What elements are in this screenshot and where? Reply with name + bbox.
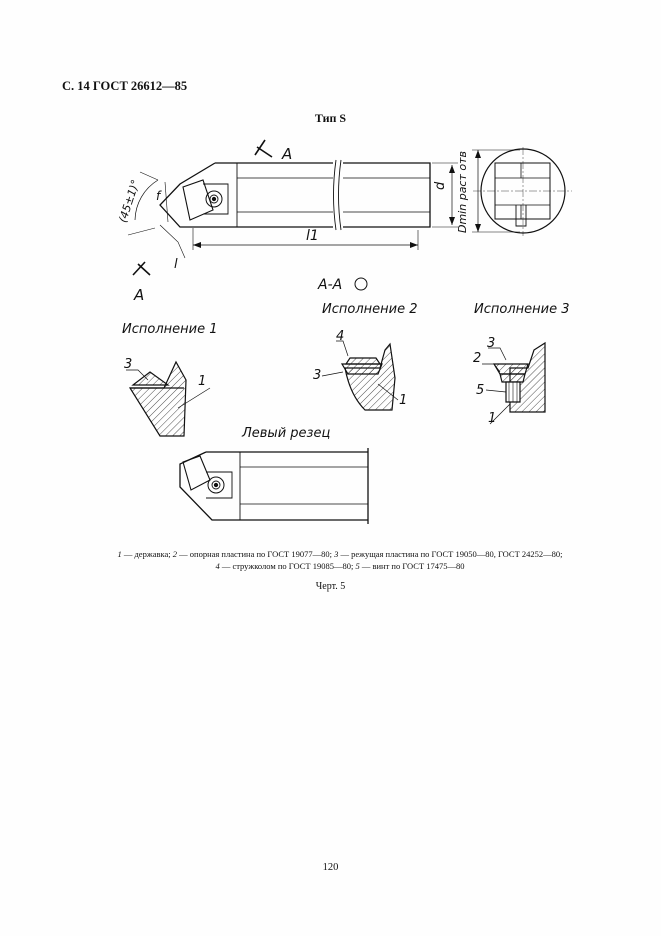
legend-text-1: — державка;	[121, 549, 173, 559]
section-arrow-top-label: A	[282, 145, 293, 163]
dim-d-label: d	[433, 181, 448, 190]
section-view-label: А-А	[318, 277, 343, 293]
v1-callout-1: 1	[198, 374, 207, 389]
left-cutter-drawing	[180, 448, 368, 524]
section-arrow-bottom-label: A	[134, 286, 145, 304]
legend-num-3: 3	[334, 549, 339, 559]
variant3-title: Исполнение 3	[474, 302, 570, 317]
section-view-circle-icon	[355, 278, 367, 290]
dim-l-label: l	[174, 257, 178, 272]
legend-num-5: 5	[355, 561, 360, 571]
end-view	[473, 147, 572, 236]
legend-caption	[60, 548, 620, 572]
variant2-title: Исполнение 2	[322, 302, 418, 317]
type-title: Тип S	[314, 111, 347, 125]
page-number: 120	[322, 862, 339, 873]
legend-text-3: — режущая пластина по ГОСТ 19050—80, ГОСТ 24252—80;	[338, 549, 563, 559]
v3-callout-3: 3	[487, 336, 496, 351]
dim-l1-label: l1	[306, 228, 319, 244]
legend-num-1: 1	[117, 549, 122, 559]
legend-text-2: — опорная пластина по ГОСТ 19077—80;	[177, 549, 335, 559]
legend-num-4: 4	[215, 561, 220, 571]
legend-text-4: — стружколом по ГОСТ 19085—80;	[219, 561, 356, 571]
v1-callout-3: 3	[124, 357, 133, 372]
left-cutter-title: Левый резец	[242, 426, 331, 441]
dim-dmin-label: Dmin раст отв	[456, 150, 469, 233]
legend-text-5: — винт по ГОСТ 17475—80	[359, 561, 465, 571]
page-header: С. 14 ГОСТ 26612—85	[62, 79, 188, 93]
angle-label: (45±1)°	[116, 178, 143, 225]
v3-callout-5: 5	[476, 383, 485, 398]
dim-f-label: f	[156, 189, 161, 203]
v2-callout-1: 1	[399, 393, 408, 408]
v2-callout-3: 3	[313, 368, 322, 383]
v3-callout-1: 1	[488, 411, 497, 426]
legend-num-2: 2	[172, 549, 178, 559]
figure-label: Черт. 5	[315, 581, 346, 592]
v3-callout-2: 2	[473, 351, 482, 366]
v2-callout-4: 4	[336, 329, 345, 344]
variant2-section	[322, 341, 398, 410]
variant1-title: Исполнение 1	[122, 322, 218, 337]
